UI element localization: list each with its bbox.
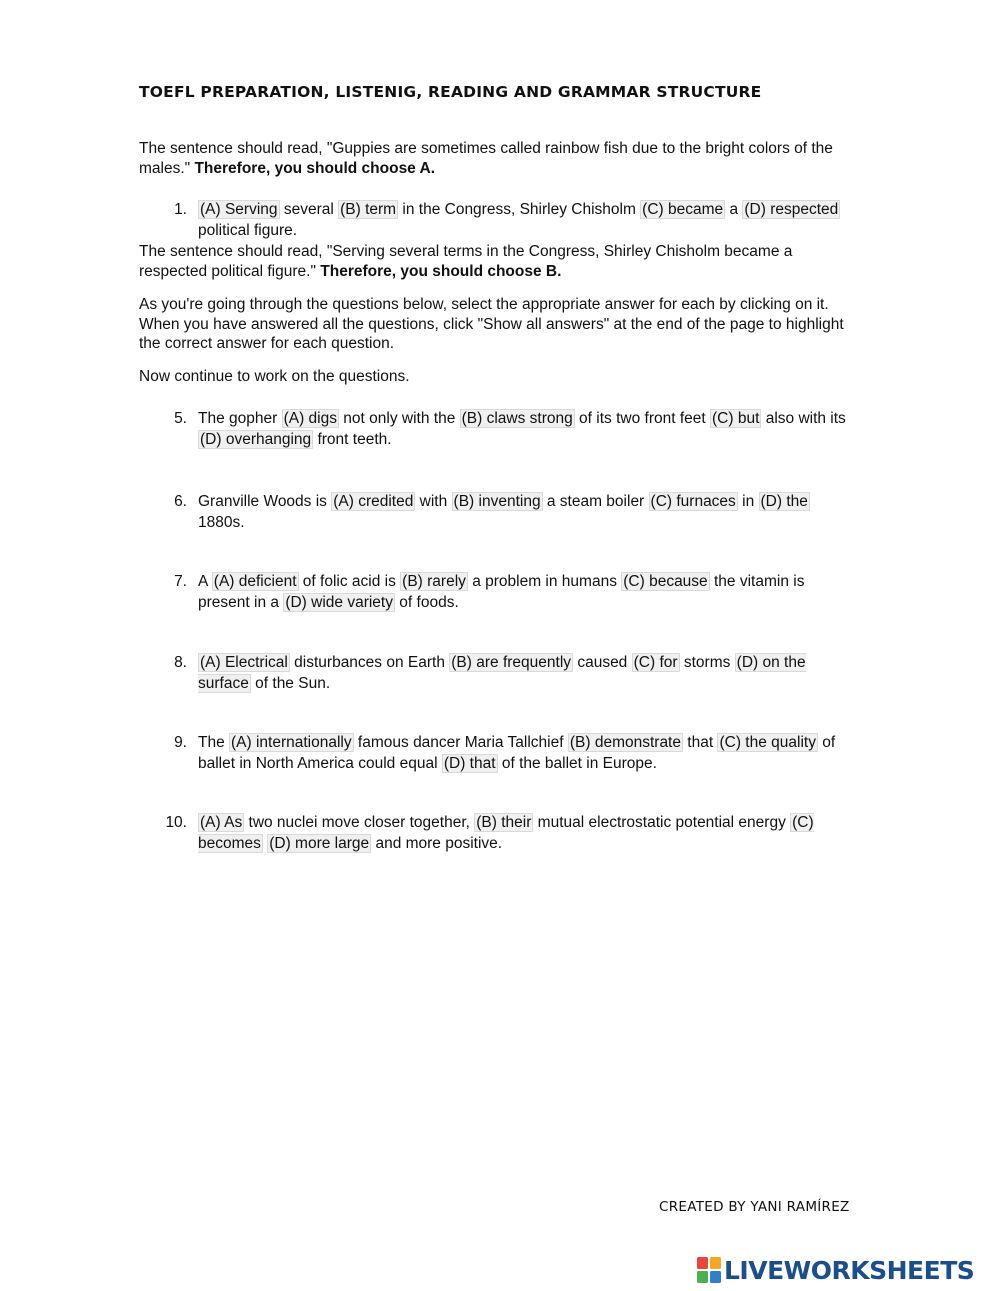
question-7 <box>139 571 859 613</box>
question-fragment: with <box>415 493 452 510</box>
question-number: 8. <box>174 654 187 671</box>
question-fragment: of foods. <box>394 594 459 611</box>
answer-option-a[interactable]: (A) As <box>200 814 243 831</box>
answer-option-b[interactable]: (B) rarely <box>402 573 466 590</box>
example-2 <box>139 242 859 281</box>
question-fragment: mutual electrostatic potential energy <box>533 814 791 831</box>
question-fragment: A <box>198 573 212 590</box>
answer-option-a[interactable]: (A) internationally <box>231 734 352 751</box>
question-number: 6. <box>174 493 187 510</box>
answer-option-c[interactable]: (C) became <box>642 201 724 218</box>
question-1 <box>139 199 859 241</box>
question-text <box>198 199 859 241</box>
question-fragment: The <box>198 734 230 751</box>
answer-option-b[interactable]: (B) inventing <box>453 493 541 510</box>
question-fragment: a <box>725 201 743 218</box>
instructions: As you're going through the questions below, select the appropriate answer for each by clicking on it. When you have answered all the questions, click "Show all answers" at the end of the page to highlight the correct answer for each question. <box>139 296 844 352</box>
answer-option-a[interactable]: (A) deficient <box>213 573 297 590</box>
question-fragment: front teeth. <box>313 431 392 448</box>
example-1 <box>139 139 859 178</box>
question-fragment: of ballet in North America could equal <box>198 734 836 772</box>
answer-option-d[interactable]: (D) more large <box>269 835 370 852</box>
question-fragment: several <box>279 201 339 218</box>
question-fragment: the vitamin is present in a <box>198 573 805 611</box>
answer-option-c[interactable]: (C) the quality <box>719 734 816 751</box>
question-6 <box>139 491 859 533</box>
example-2-text: The sentence should read, "Serving several terms in the Congress, Shirley Chisholm became a respected political figure." <box>139 243 793 280</box>
answer-option-a[interactable]: (A) credited <box>333 493 414 510</box>
question-fragment: also with its <box>761 410 846 427</box>
question-fragment: two nuclei move closer together, <box>244 814 475 831</box>
question-fragment: of the ballet in Europe. <box>497 755 657 772</box>
question-text <box>198 408 859 450</box>
answer-option-d[interactable]: (D) the <box>760 493 808 510</box>
continue-text: Now continue to work on the questions. <box>139 368 410 385</box>
example-1-answer: Therefore, you should choose A. <box>194 159 436 177</box>
example-1-text: The sentence should read, "Guppies are sometimes called rainbow fish due to the bright colors of the males." <box>139 140 833 177</box>
answer-option-c[interactable]: (C) furnaces <box>650 493 736 510</box>
answer-option-b[interactable]: (B) demonstrate <box>569 734 681 751</box>
answer-option-b[interactable]: (B) their <box>476 814 532 831</box>
question-fragment: in the Congress, Shirley Chisholm <box>398 201 641 218</box>
answer-option-c[interactable]: (C) for <box>633 654 678 671</box>
liveworksheets-wordmark: LIVEWORKSHEETS <box>724 1255 975 1285</box>
liveworksheets-logo <box>697 1255 974 1285</box>
question-number: 7. <box>174 573 187 590</box>
question-10 <box>139 812 859 854</box>
question-text <box>198 652 859 694</box>
question-8 <box>139 652 859 694</box>
answer-option-d[interactable]: (D) on the surface <box>198 654 806 692</box>
question-number: 10. <box>165 814 187 831</box>
question-text <box>198 812 859 854</box>
question-fragment: a steam boiler <box>542 493 649 510</box>
question-number: 1. <box>174 201 187 218</box>
question-text <box>198 571 859 613</box>
question-fragment: of its two front feet <box>574 410 711 427</box>
question-fragment: disturbances on Earth <box>289 654 450 671</box>
question-fragment: political figure. <box>198 222 298 239</box>
question-number: 9. <box>174 734 187 751</box>
answer-option-b[interactable]: (B) claws strong <box>461 410 573 427</box>
answer-option-c[interactable]: (C) because <box>623 573 708 590</box>
answer-option-a[interactable]: (A) digs <box>283 410 337 427</box>
question-5 <box>139 408 859 450</box>
question-fragment: Granville Woods is <box>198 493 332 510</box>
question-9 <box>139 732 859 774</box>
answer-option-c[interactable]: (C) but <box>712 410 760 427</box>
answer-option-d[interactable]: (D) respected <box>744 201 839 218</box>
question-fragment: that <box>683 734 718 751</box>
liveworksheets-mark-icon <box>697 1257 721 1283</box>
answer-option-d[interactable]: (D) overhanging <box>200 431 312 448</box>
question-text <box>198 732 859 774</box>
answer-option-b[interactable]: (B) are frequently <box>451 654 572 671</box>
answer-option-d[interactable]: (D) wide variety <box>285 594 393 611</box>
answer-option-d[interactable]: (D) that <box>443 755 496 772</box>
question-fragment: of folic acid is <box>298 573 401 590</box>
question-fragment: famous dancer Maria Tallchief <box>353 734 568 751</box>
question-fragment: 1880s. <box>198 514 245 531</box>
page-title: TOEFL PREPARATION, LISTENIG, READING AND GRAMMAR STRUCTURE <box>139 83 762 101</box>
answer-option-a[interactable]: (A) Serving <box>200 201 278 218</box>
question-fragment: in <box>737 493 759 510</box>
question-number: 5. <box>174 410 187 427</box>
question-fragment: not only with the <box>339 410 460 427</box>
question-fragment: a problem in humans <box>467 573 622 590</box>
question-fragment: caused <box>573 654 632 671</box>
question-fragment: and more positive. <box>371 835 503 852</box>
question-text <box>198 491 859 533</box>
answer-option-a[interactable]: (A) Electrical <box>200 654 288 671</box>
question-fragment: of the Sun. <box>250 675 331 692</box>
example-2-answer: Therefore, you should choose B. <box>320 262 562 280</box>
question-fragment: The gopher <box>198 410 282 427</box>
answer-option-c[interactable]: (C) becomes <box>198 814 814 852</box>
answer-option-b[interactable]: (B) term <box>340 201 397 218</box>
question-fragment: storms <box>679 654 735 671</box>
author-credit: CREATED BY YANI RAMÍREZ <box>659 1199 850 1215</box>
